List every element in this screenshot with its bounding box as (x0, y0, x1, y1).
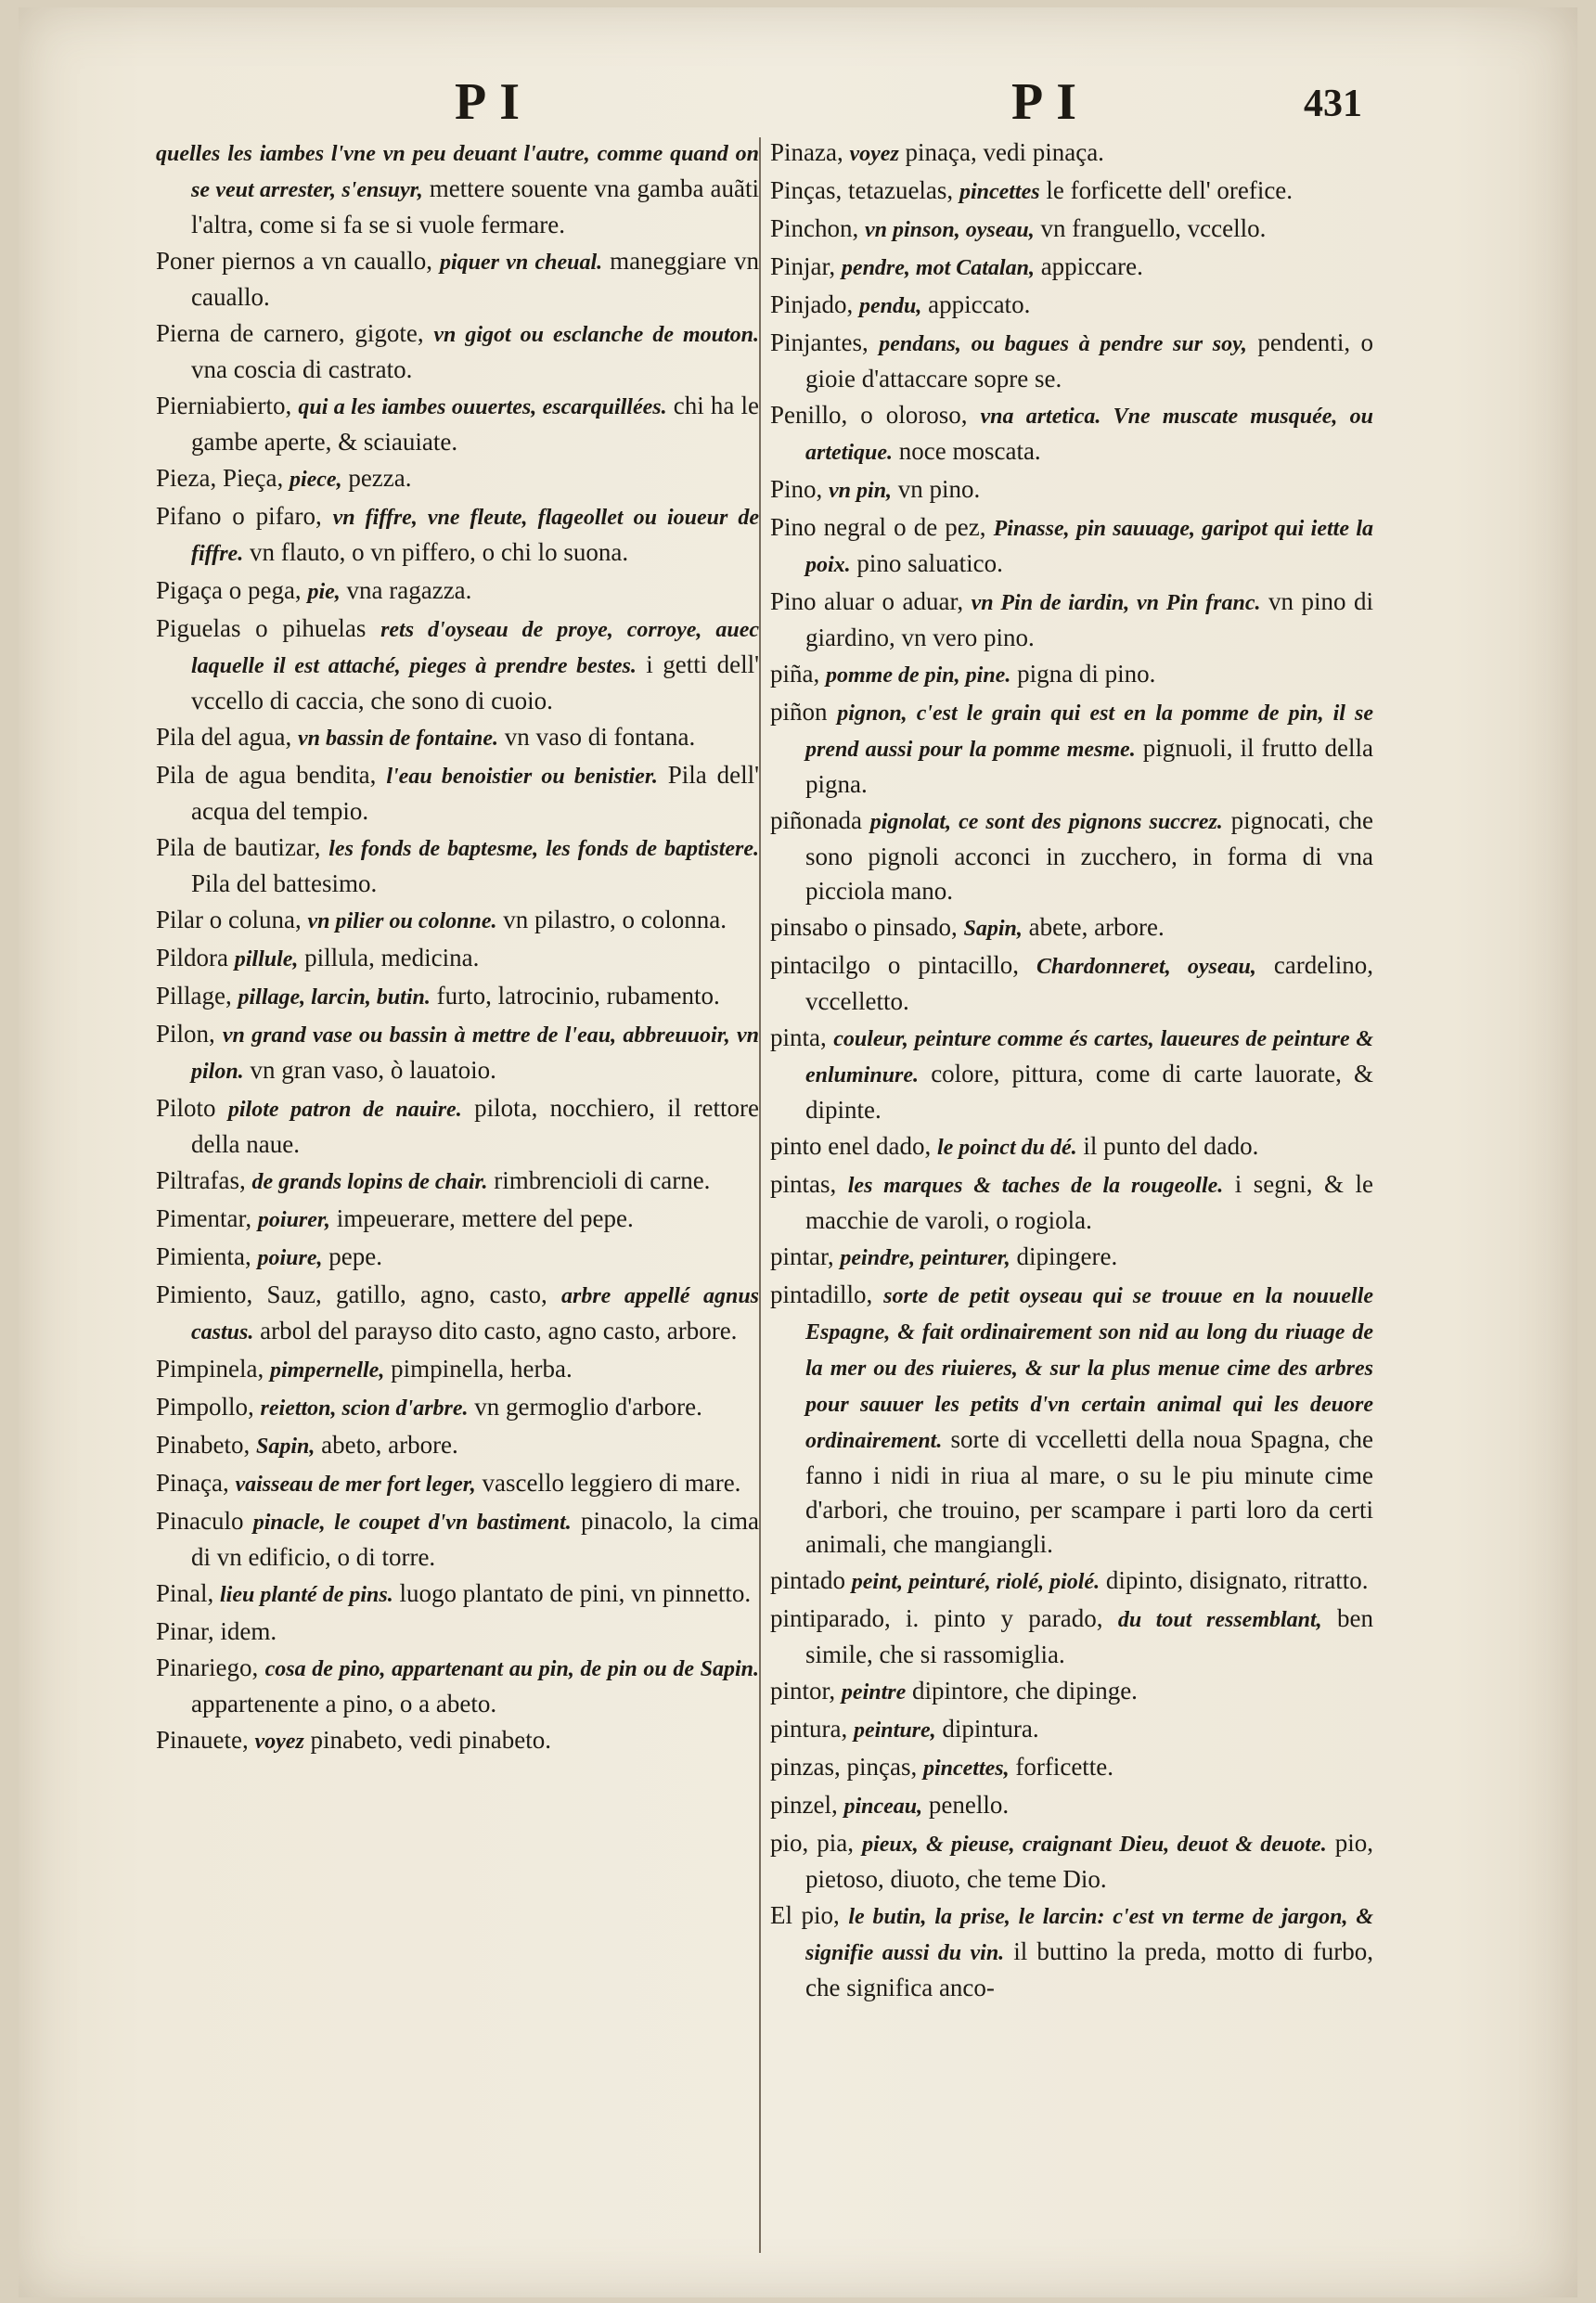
french-gloss: vn pinson, oyseau, (865, 218, 1035, 242)
dictionary-entry (770, 1788, 1373, 1824)
italian-gloss: pio, pietoso, diuoto, che teme Dio. (805, 1829, 1373, 1893)
italian-gloss: vn gran vaso, ò lauatoio. (250, 1056, 496, 1084)
headword: pinsabo o pinsado, (770, 913, 958, 941)
italian-gloss: cardelino, vccelletto. (805, 951, 1374, 1015)
french-gloss: peintre (841, 1680, 907, 1705)
italian-gloss: furto, latrocinio, rubamento. (436, 982, 720, 1010)
italian-gloss: luogo plantato de pini, vn pinnetto. (399, 1579, 752, 1607)
headword: piñonada (770, 806, 862, 834)
french-gloss: pincettes, (922, 1756, 1010, 1781)
french-gloss: les fonds de baptesme, les fonds de baptistere. (328, 837, 759, 861)
italian-gloss: vn pino di giardino, vn vero pino. (805, 587, 1374, 651)
dictionary-entry (770, 1898, 1373, 2005)
dictionary-entry (156, 1504, 759, 1575)
headword: El pio, (770, 1901, 840, 1929)
french-gloss: piquer vn cheual. (440, 251, 603, 275)
dictionary-entry (770, 250, 1373, 286)
dictionary-entry (156, 461, 759, 497)
headword: Pila del agua, (156, 723, 292, 751)
italian-gloss: pimpinella, herba. (391, 1355, 573, 1383)
french-gloss: Sapin, (256, 1435, 315, 1459)
italian-gloss: Pila del battesimo. (191, 869, 378, 897)
headword: pintar, (770, 1242, 834, 1270)
headword: Pilar o coluna, (156, 906, 302, 933)
headword: piña, (770, 660, 820, 688)
italian-gloss: pillula, medicina. (304, 944, 480, 971)
italian-gloss: le forficette dell' orefice. (1046, 176, 1294, 204)
headword: Pimpollo, (156, 1393, 254, 1421)
italian-gloss: appiccato. (928, 290, 1031, 318)
italian-gloss: penello. (928, 1791, 1010, 1819)
french-gloss: sorte de petit oyseau qui se trouue en la nouuelle Espagne, & fait ordinairement son nid au long du riuage de la mer ou des riuieres, & sur la plus menue cime des arbres pour sauuer les petits d'vn certain animal qui les deuore ordinairement. (805, 1284, 1374, 1453)
headword: Pillage, (156, 982, 232, 1010)
headword: pintas, (770, 1170, 837, 1198)
french-gloss: pilote patron de nauire. (227, 1098, 462, 1122)
french-gloss: voyez (254, 1730, 304, 1754)
french-gloss: peindre, peinturer, (840, 1246, 1010, 1270)
dictionary-entry (156, 244, 759, 315)
dictionary-entry (156, 1278, 759, 1350)
headword: Piltrafas, (156, 1166, 246, 1194)
italian-gloss: vn franguello, vccello. (1040, 214, 1267, 242)
dictionary-entry (156, 1466, 759, 1502)
italian-gloss: vn vaso di fontana. (504, 723, 696, 751)
french-gloss: pinceau, (843, 1795, 923, 1819)
dictionary-entry (156, 1352, 759, 1388)
right-column (770, 135, 1373, 2007)
dictionary-entry (770, 212, 1373, 248)
italian-gloss: Pila dell' acqua del tempio. (191, 761, 760, 825)
headword: Pino negral o de pez, (770, 513, 986, 541)
french-gloss: pillage, larcin, butin. (238, 985, 431, 1010)
headword: Pigaça o pega, (156, 576, 302, 604)
headword: Pildora (156, 944, 228, 971)
headword: Penillo, o oloroso, (770, 401, 968, 429)
french-gloss: vaisseau de mer fort leger, (235, 1473, 476, 1497)
dictionary-entry (770, 510, 1373, 583)
italian-gloss: vn pilastro, o colonna. (503, 906, 727, 933)
french-gloss: vn bassin de fontaine. (297, 727, 498, 751)
dictionary-entry (770, 398, 1373, 470)
french-gloss: lieu planté de pins. (220, 1583, 393, 1607)
headword: pintura, (770, 1715, 848, 1743)
dictionary-entry (156, 903, 759, 939)
italian-gloss: noce moscata. (898, 437, 1041, 465)
headword: Pinar, (156, 1617, 214, 1645)
italian-gloss: dipinto, disignato, ritratto. (1105, 1566, 1369, 1594)
italian-gloss: sorte di vccelletti della noua Spagna, che fanno i nidi in riua al mare, o su le piu minute cime d'arbori, che trouino, per scampare i parti loro da certi animali, che mangiangli. (805, 1425, 1373, 1558)
headword: Pinjantes, (770, 328, 869, 356)
headword: Pila de bautizar, (156, 833, 321, 861)
column-divider (759, 137, 761, 2253)
dictionary-entry (156, 1017, 759, 1089)
dictionary-entry (156, 389, 759, 459)
headword: pintado (770, 1566, 845, 1594)
french-gloss: qui a les iambes ouuertes, escarquillées. (298, 395, 667, 419)
french-gloss: peint, peinturé, riolé, piolé. (851, 1570, 1100, 1594)
dictionary-entry (770, 948, 1373, 1019)
headword: Pinjado, (770, 290, 854, 318)
italian-gloss: vna coscia di castrato. (191, 355, 413, 383)
italian-gloss: pigna di pino. (1017, 660, 1156, 688)
french-gloss: voyez (849, 142, 899, 166)
french-gloss: vn Pin de iardin, vn Pin franc. (971, 591, 1261, 615)
headword: Pierniabierto, (156, 392, 292, 419)
french-gloss: le poinct du dé. (936, 1136, 1077, 1160)
running-head (19, 63, 1577, 137)
french-gloss: poiurer, (257, 1208, 330, 1232)
italian-gloss: pino saluatico. (856, 549, 1003, 577)
italian-gloss: pinabeto, vedi pinabeto. (310, 1726, 551, 1754)
headword: Pimiento, Sauz, gatillo, agno, casto, (156, 1280, 547, 1308)
headword: Pilon, (156, 1020, 215, 1048)
headword: pinzas, pinças, (770, 1753, 918, 1781)
italian-gloss: appartenente a pino, o a abeto. (191, 1690, 497, 1718)
italian-gloss: vn germoglio d'arbore. (474, 1393, 702, 1421)
dictionary-entry (770, 1712, 1373, 1748)
headword: Piloto (156, 1094, 216, 1122)
headword: Pieza, Pieça, (156, 464, 284, 492)
italian-gloss: mettere souente vna gamba auãti l'altra, come si fa se si vuole fermare. (191, 174, 759, 238)
french-gloss: vn gigot ou esclanche de mouton. (433, 323, 759, 347)
french-gloss: Sapin, (963, 917, 1023, 941)
dictionary-entry (156, 1091, 759, 1162)
french-gloss: piece, (289, 468, 342, 492)
french-gloss: pie, (307, 580, 341, 604)
headword: Pinjar, (770, 252, 836, 280)
headword: Pinaza, (770, 138, 843, 166)
italian-gloss: pinacolo, la cima di vn edificio, o di torre. (191, 1507, 759, 1571)
dictionary-entry (156, 1428, 759, 1464)
dictionary-entry (770, 804, 1373, 908)
dictionary-entry (156, 1615, 759, 1649)
french-gloss: Pinasse, pin sauuage, garipot qui iette la poix. (805, 517, 1373, 577)
french-gloss: vn fiffre, vne fleute, flageollet ou ioueur de fiffre. (191, 506, 760, 566)
headword: Pinauete, (156, 1726, 249, 1754)
headword: Pinaculo (156, 1507, 244, 1535)
dictionary-entry (770, 1129, 1373, 1165)
italian-gloss: forficette. (1015, 1753, 1114, 1781)
french-gloss: couleur, peinture comme és cartes, laueures de peinture & enluminure. (805, 1027, 1374, 1087)
french-gloss: vn pilier ou colonne. (307, 909, 497, 933)
italian-gloss: impeuerare, mettere del pepe. (336, 1204, 634, 1232)
headword: Pierna de carnero, gigote, (156, 319, 424, 347)
french-gloss: pincettes (959, 180, 1040, 204)
french-gloss: rets d'oyseau de proye, corroye, auec laquelle il est attaché, pieges à prendre bestes. (191, 618, 760, 678)
headword: pintiparado, i. pinto y parado, (770, 1604, 1103, 1632)
headword: pinta, (770, 1023, 827, 1051)
dictionary-entry (156, 1651, 759, 1721)
dictionary-entry (156, 1202, 759, 1238)
dictionary-entry (156, 1723, 759, 1759)
headword: pinto enel dado, (770, 1132, 932, 1160)
italian-gloss: arbol del paraysо dito casto, agno casto, arbore. (260, 1317, 738, 1344)
dictionary-entry (156, 135, 759, 242)
italian-gloss: pignuoli, il frutto della pigna. (805, 734, 1374, 798)
french-gloss: l'eau benoistier ou benistier. (386, 765, 658, 789)
french-gloss: du tout ressemblant, (1117, 1608, 1322, 1632)
italian-gloss: vn pino. (897, 475, 981, 503)
french-gloss: vna artetica. Vne muscate musquée, ou artetique. (805, 405, 1374, 465)
italian-gloss: pinaça, vedi pinaça. (905, 138, 1104, 166)
french-gloss: vn pin, (829, 479, 893, 503)
dictionary-entry (156, 1164, 759, 1200)
dictionary-entry (770, 1602, 1373, 1672)
french-gloss: les marques & taches de la rougeolle. (847, 1174, 1224, 1198)
dictionary-entry (770, 1278, 1373, 1562)
dictionary-entry (156, 573, 759, 610)
dictionary-entry (770, 288, 1373, 324)
italian-gloss: colore, pittura, come di carte lauorate, & dipinte. (805, 1060, 1374, 1124)
french-gloss: quelles les iambes l'vne vn peu deuant l'autre, comme quand on se veut arrester, s'ensuyr, (156, 142, 759, 202)
french-gloss: pimpernelle, (270, 1358, 385, 1383)
headword: Pila de agua bendita, (156, 761, 377, 789)
headword: pintadillo, (770, 1280, 873, 1308)
dictionary-entry (156, 499, 759, 572)
headword: Pimpinela, (156, 1355, 264, 1383)
dictionary-entry (156, 758, 759, 829)
dictionary-entry (156, 611, 759, 718)
dictionary-entry (770, 695, 1373, 802)
french-gloss: pinacle, le coupet d'vn bastiment. (252, 1511, 572, 1535)
dictionary-entry (770, 910, 1373, 946)
italian-gloss: pilota, nocchiero, il rettore della naue. (191, 1094, 760, 1158)
dictionary-page (19, 7, 1577, 2297)
french-gloss: pignon, c'est le grain qui est en la pomme de pin, il se prend aussi pour la pomme mesme. (805, 701, 1373, 762)
page-number: 431 (1304, 83, 1362, 125)
dictionary-entry (770, 1563, 1373, 1600)
dictionary-entry (156, 941, 759, 977)
italian-gloss: chi ha le gambe aperte, & sciauiate. (191, 392, 759, 456)
dictionary-entry (770, 1750, 1373, 1786)
french-gloss: pignolat, ce sont des pignons succrez. (869, 810, 1223, 834)
french-gloss: pendre, mot Catalan, (841, 256, 1035, 280)
italian-gloss: idem. (220, 1617, 277, 1645)
italian-gloss: abeto, arbore. (321, 1431, 458, 1459)
dictionary-entry (770, 326, 1373, 396)
dictionary-entry (770, 1167, 1373, 1238)
dictionary-entry (770, 174, 1373, 210)
french-gloss: pieux, & pieuse, craignant Dieu, deuot & deuote. (862, 1833, 1327, 1857)
dictionary-entry (770, 1826, 1373, 1897)
italian-gloss: pignocati, che sono pignoli acconci in zucchero, in forma di vna picciola mano. (805, 806, 1374, 905)
dictionary-entry (770, 135, 1373, 172)
running-head-right: PI (1011, 73, 1089, 131)
french-gloss: pendu, (859, 294, 922, 318)
dictionary-entry (770, 657, 1373, 693)
dictionary-entry (156, 316, 759, 387)
italian-gloss: ben simile, che si rassomiglia. (805, 1604, 1373, 1668)
french-gloss: arbre appellé agnus castus. (191, 1284, 760, 1344)
french-gloss: cosa de pino, appartenant au pin, de pin ou de Sapin. (264, 1657, 760, 1681)
headword: Pinal, (156, 1579, 214, 1607)
dictionary-entry (770, 585, 1373, 655)
french-gloss: le butin, la prise, le larcin: c'est vn terme de jargon, & signifie aussi du vin. (805, 1905, 1373, 1965)
french-gloss: pendans, ou bagues à pendre sur soy, (879, 332, 1247, 356)
italian-gloss: dipingere. (1016, 1242, 1118, 1270)
italian-gloss: vna ragazza. (346, 576, 472, 604)
french-gloss: poiure, (257, 1246, 323, 1270)
headword: Pinaça, (156, 1469, 229, 1497)
italian-gloss: pezza. (348, 464, 412, 492)
dictionary-entry (770, 1021, 1373, 1127)
dictionary-entry (156, 720, 759, 756)
headword: Pinças, tetazuelas, (770, 176, 954, 204)
headword: Poner piernos a vn cauallo, (156, 247, 433, 275)
italian-gloss: rimbrencioli di carne. (494, 1166, 711, 1194)
italian-gloss: maneggiare vn cauallo. (191, 247, 760, 311)
french-gloss: vn grand vase ou bassin à mettre de l'eau, abbreuuoir, vn pilon. (191, 1023, 759, 1084)
italian-gloss: vn flauto, o vn piffero, o chi lo suona. (249, 538, 629, 566)
headword: Pifano o pifaro, (156, 502, 322, 530)
headword: Pino aluar o aduar, (770, 587, 964, 615)
italian-gloss: appiccare. (1040, 252, 1143, 280)
headword: Pinabeto, (156, 1431, 251, 1459)
french-gloss: pomme de pin, pine. (826, 663, 1011, 688)
headword: Pinchon, (770, 214, 859, 242)
dictionary-entry (156, 979, 759, 1015)
italian-gloss: vascello leggiero di mare. (482, 1469, 741, 1497)
italian-gloss: il punto del dado. (1083, 1132, 1259, 1160)
headword: Pimienta, (156, 1242, 251, 1270)
french-gloss: pillule, (234, 947, 299, 971)
headword: pintor, (770, 1677, 836, 1705)
left-column (156, 135, 759, 1761)
italian-gloss: pepe. (328, 1242, 382, 1270)
italian-gloss: pendenti, o gioie d'attaccare sopre se. (805, 328, 1374, 392)
running-head-left: PI (455, 73, 533, 131)
italian-gloss: i getti dell' vccello di caccia, che sono di cuoio. (191, 650, 760, 714)
headword: Pinariego, (156, 1653, 259, 1681)
headword: pintacilgo o pintacillo, (770, 951, 1020, 979)
italian-gloss: dipintura. (942, 1715, 1039, 1743)
dictionary-entry (156, 1240, 759, 1276)
dictionary-entry (156, 1390, 759, 1426)
headword: piñon (770, 698, 828, 726)
italian-gloss: abete, arbore. (1028, 913, 1165, 941)
italian-gloss: i segni, & le macchie de varoli, o rogiola. (805, 1170, 1374, 1234)
french-gloss: Chardonneret, oyseau, (1036, 955, 1256, 979)
dictionary-entry (770, 1240, 1373, 1276)
italian-gloss: il buttino la preda, motto di furbo, che significa anco- (805, 1937, 1373, 2001)
headword: Pino, (770, 475, 823, 503)
dictionary-entry (770, 1674, 1373, 1710)
headword: Piguelas o pihuelas (156, 614, 367, 642)
headword: Pimentar, (156, 1204, 252, 1232)
french-gloss: reietton, scion d'arbre. (260, 1396, 469, 1421)
dictionary-entry (156, 1576, 759, 1613)
dictionary-entry (770, 472, 1373, 508)
headword: pinzel, (770, 1791, 838, 1819)
italian-gloss: dipintore, che dipinge. (912, 1677, 1138, 1705)
french-gloss: peinture, (853, 1718, 936, 1743)
dictionary-entry (156, 830, 759, 901)
french-gloss: de grands lopins de chair. (251, 1170, 488, 1194)
headword: pio, pia, (770, 1829, 855, 1857)
